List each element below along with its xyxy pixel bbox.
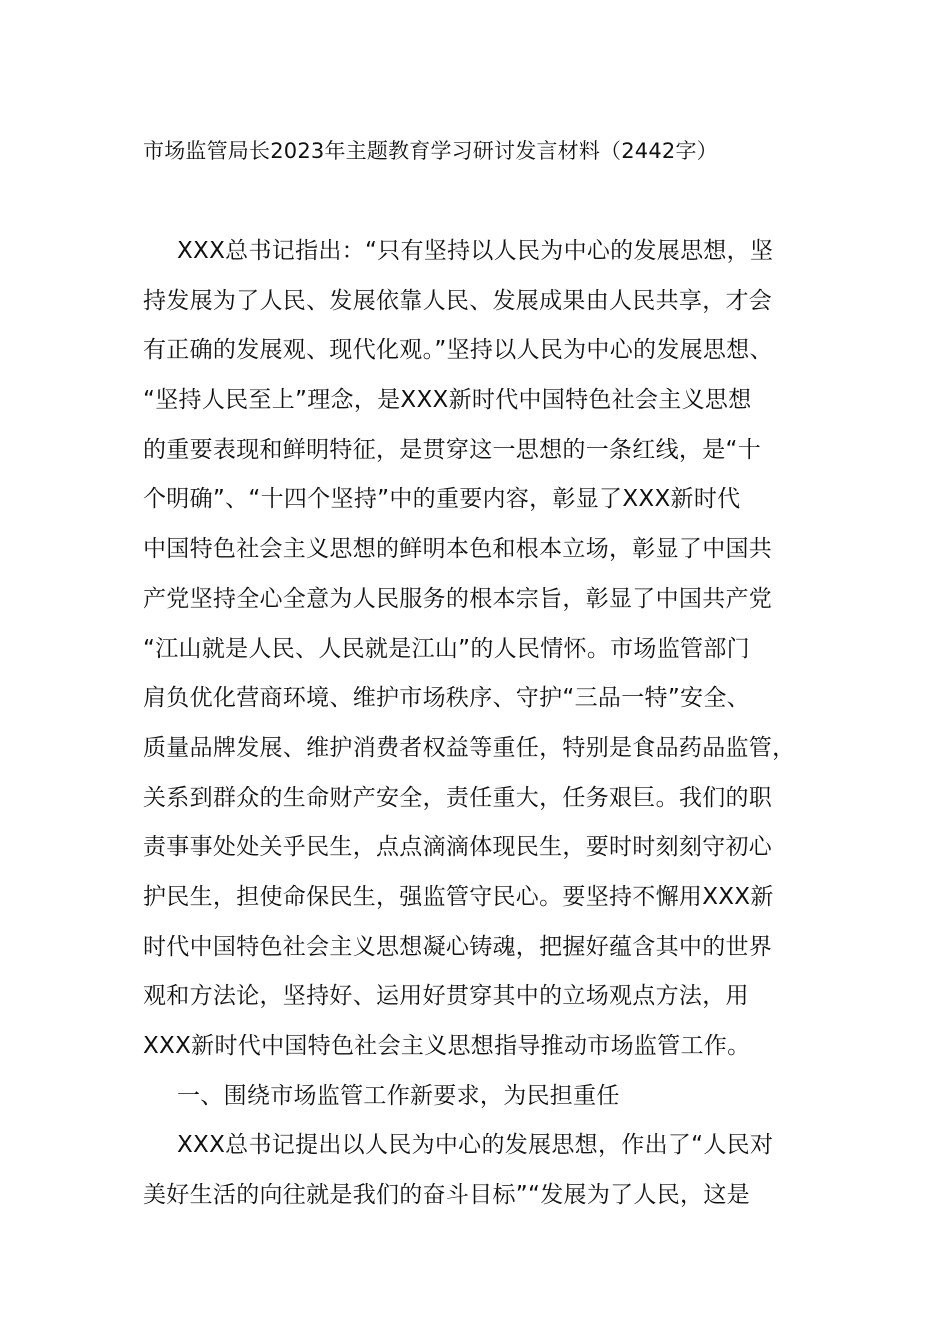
paragraph-line: 个明确”、“十四个坚持”中的重要内容，彰显了XXX新时代	[143, 486, 741, 513]
paragraph-line: “坚持人民至上”理念，是XXX新时代中国特色社会主义思想	[143, 387, 752, 414]
paragraph-line: 美好生活的向往就是我们的奋斗目标”“发展为了人民，这是	[143, 1182, 750, 1209]
paragraph-line: 护民生，担使命保民生，强监管守民心。要坚持不懈用XXX新	[143, 883, 774, 910]
paragraph-line: 责事事处处关乎民生，点点滴滴体现民生，要时时刻刻守初心	[143, 834, 773, 861]
paragraph-line: 观和方法论，坚持好、运用好贯穿其中的立场观点方法，用	[143, 983, 749, 1010]
paragraph-line: 关系到群众的生命财产安全，责任重大，任务艰巨。我们的职	[143, 784, 773, 811]
paragraph-line: 质量品牌发展、维护消费者权益等重任，特别是食品药品监管，	[143, 734, 796, 761]
paragraph-line: XXX总书记提出以人民为中心的发展思想，作出了“人民对	[177, 1132, 774, 1159]
paragraph-line: XXX总书记指出：“只有坚持以人民为中心的发展思想，坚	[177, 238, 774, 264]
paragraph-line: 产党坚持全心全意为人民服务的根本宗旨，彰显了中国共产党	[143, 585, 773, 612]
document-title: 市场监管局长2023年主题教育学习研讨发言材料（2442字）	[143, 139, 718, 163]
paragraph-line: 中国特色社会主义思想的鲜明本色和根本立场，彰显了中国共	[143, 536, 773, 563]
paragraph-line: 时代中国特色社会主义思想凝心铸魂，把握好蕴含其中的世界	[143, 933, 773, 960]
section-heading: 一、围绕市场监管工作新要求，为民担重任	[177, 1082, 620, 1109]
paragraph-line: 持发展为了人民、发展依靠人民、发展成果由人民共享，才会	[143, 287, 773, 314]
paragraph-line: 的重要表现和鲜明特征，是贯穿这一思想的一条红线，是“十	[143, 436, 762, 463]
paragraph-line: 肩负优化营商环境、维护市场秩序、守护“三品一特”安全、	[143, 685, 750, 712]
paragraph-line: “江山就是人民、人民就是江山”的人民情怀。市场监管部门	[143, 635, 750, 662]
document-body	[143, 227, 811, 1221]
paragraph-line: 有正确的发展观、现代化观。”坚持以人民为中心的发展思想、	[143, 337, 773, 364]
paragraph-line: XXX新时代中国特色社会主义思想指导推动市场监管工作。	[143, 1033, 751, 1059]
